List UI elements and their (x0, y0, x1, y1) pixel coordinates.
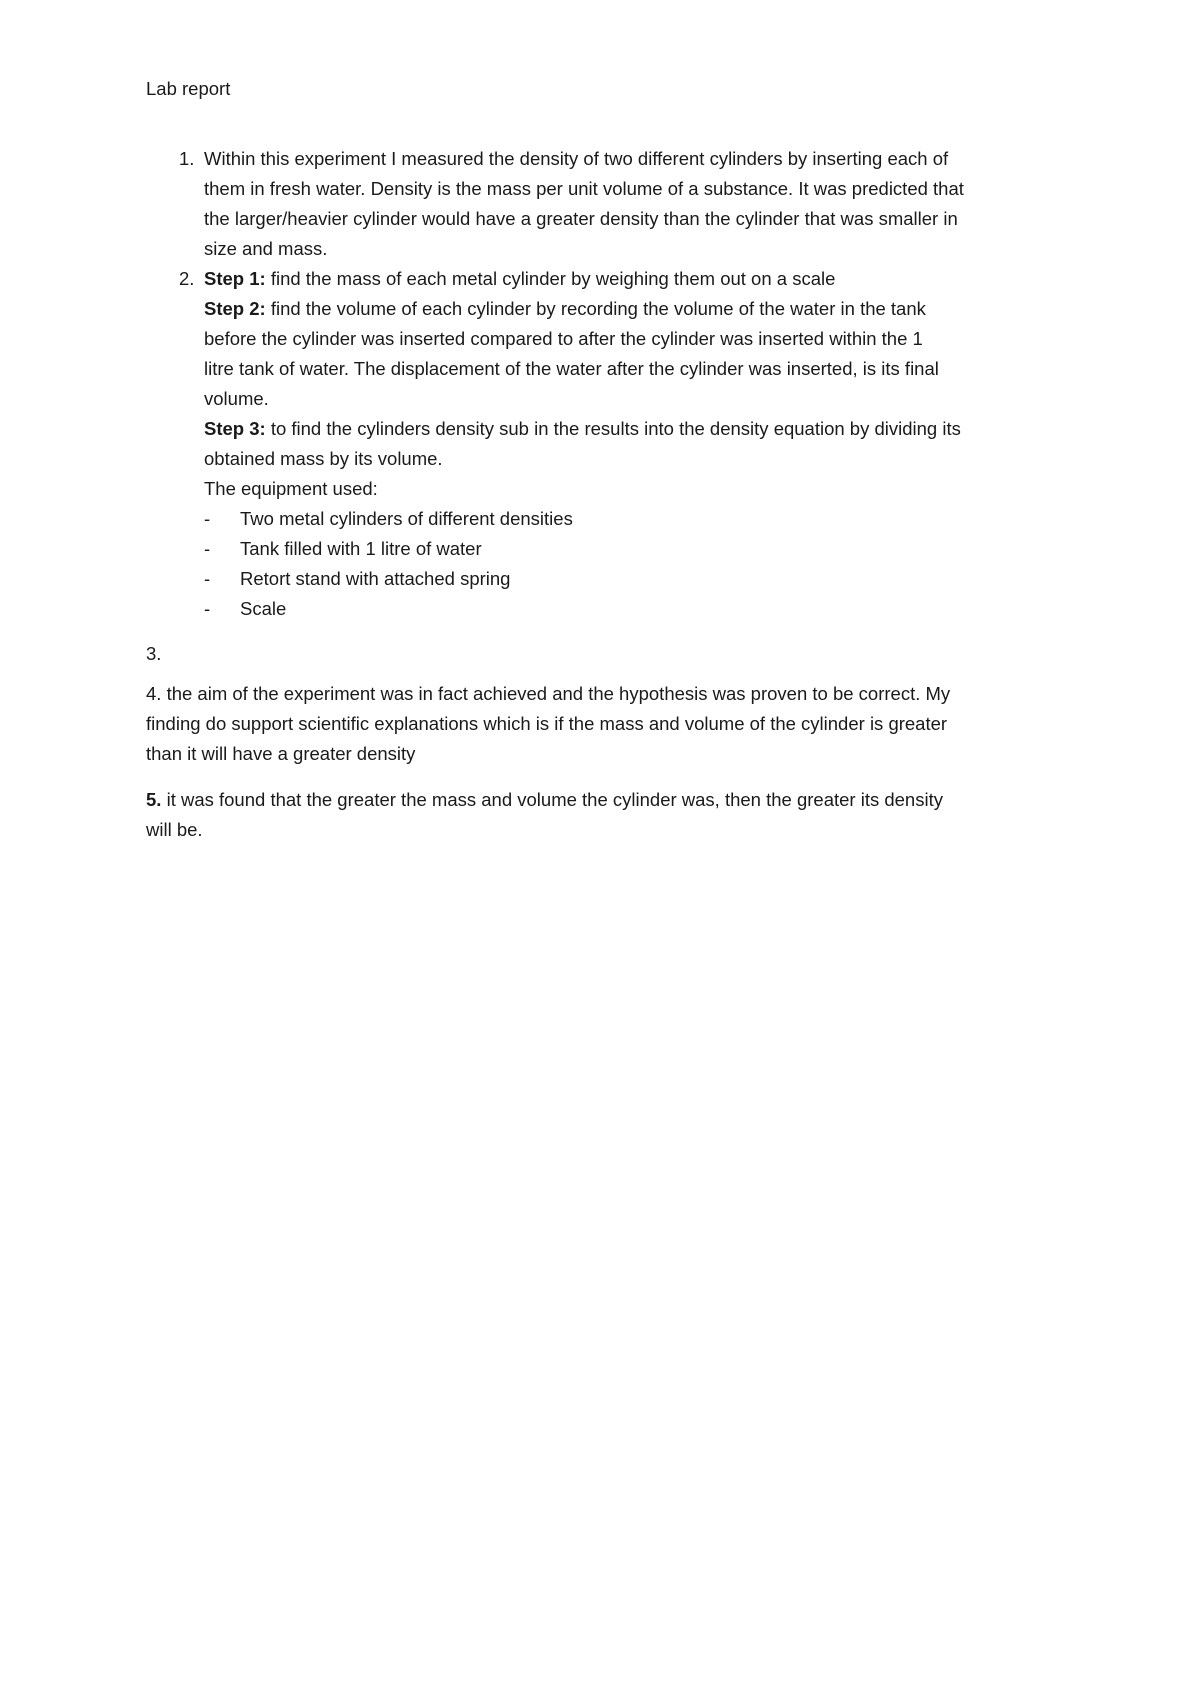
step-2-line-2: before the cylinder was inserted compared to after the cylinder was inserted within the 1 (204, 328, 923, 349)
item-4-number: 4. (146, 683, 162, 704)
item-5-number: 5. (146, 789, 162, 810)
step-3-text: to find the cylinders density sub in the results into the density equation by dividing its (265, 418, 961, 439)
equipment-item (204, 594, 1066, 624)
step-1-text: find the mass of each metal cylinder by weighing them out on a scale (265, 268, 836, 289)
item-4-text: the aim of the experiment was in fact achieved and the hypothesis was proven to be correct. My (161, 683, 951, 704)
item-1-line-1: Within this experiment I measured the density of two different cylinders by inserting each of (204, 148, 949, 169)
item-5-line-2: will be. (146, 819, 203, 840)
step-2-text: find the volume of each cylinder by recording the volume of the water in the tank (265, 298, 926, 319)
step-2-line-3: litre tank of water. The displacement of the water after the cylinder was inserted, is its final (204, 358, 939, 379)
list-item-2 (146, 264, 1066, 624)
dash-bullet: - (204, 568, 211, 589)
equipment-text: Scale (240, 598, 287, 619)
list-number: 2. (179, 268, 195, 289)
item-4 (146, 679, 1066, 769)
item-5-line-1 (146, 785, 1066, 815)
list-item-1 (146, 144, 1066, 264)
item-1-line-2: them in fresh water. Density is the mass per unit volume of a substance. It was predicted that (204, 178, 964, 199)
dash-bullet: - (204, 538, 211, 559)
item-5-text: it was found that the greater the mass and volume the cylinder was, then the greater its density (161, 789, 943, 810)
equipment-item (204, 504, 1066, 534)
equipment-text: Two metal cylinders of different densities (240, 508, 573, 529)
step-3-line-1 (204, 414, 1066, 444)
step-2-line-4: volume. (204, 388, 269, 409)
step-1-label: Step 1: (204, 268, 266, 289)
equipment-item (204, 564, 1066, 594)
document-title: Lab report (146, 78, 231, 99)
step-3-line-2: obtained mass by its volume. (204, 448, 443, 469)
item-1-line-3: the larger/heavier cylinder would have a greater density than the cylinder that was smaller in (204, 208, 958, 229)
equipment-text: Tank filled with 1 litre of water (240, 538, 482, 559)
list-number: 1. (179, 148, 195, 169)
dash-bullet: - (204, 508, 211, 529)
step-2-label: Step 2: (204, 298, 266, 319)
item-4-line-3: than it will have a greater density (146, 743, 416, 764)
equipment-list (204, 504, 1066, 624)
item-4-line-2: finding do support scientific explanations which is if the mass and volume of the cylinder is greater (146, 713, 948, 734)
dash-bullet: - (204, 598, 211, 619)
equipment-heading: The equipment used: (204, 478, 378, 499)
step-1 (204, 264, 1066, 294)
item-5 (146, 785, 1066, 845)
item-3: 3. (146, 643, 162, 664)
item-4-line-1 (146, 679, 1066, 709)
numbered-list (146, 144, 1066, 624)
equipment-item (204, 534, 1066, 564)
item-1-line-4: size and mass. (204, 238, 328, 259)
step-2-line-1 (204, 294, 1066, 324)
equipment-text: Retort stand with attached spring (240, 568, 511, 589)
step-3-label: Step 3: (204, 418, 266, 439)
